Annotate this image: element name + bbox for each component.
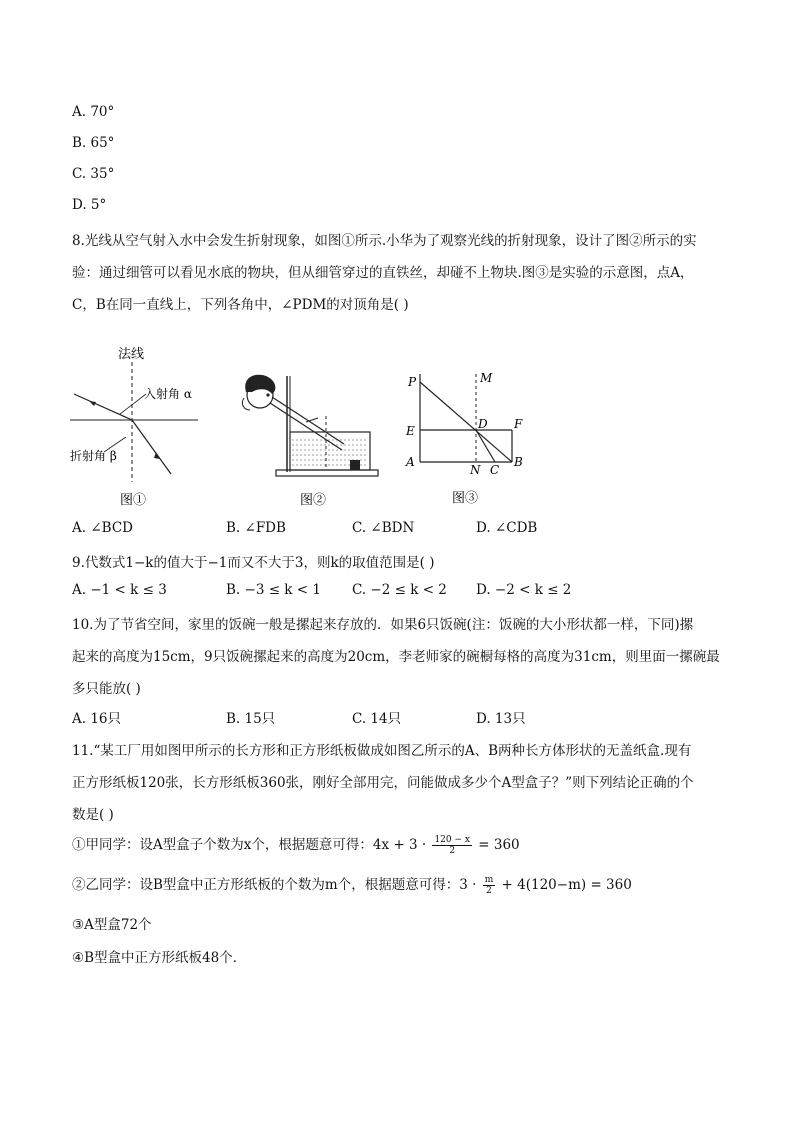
q10-option-d: D. 13只	[476, 711, 526, 727]
q11-s1-fraction	[432, 835, 472, 856]
q8-option-a: A. ∠BCD	[72, 520, 133, 536]
q8-option-d: D. ∠CDB	[476, 520, 538, 536]
q8-line-1: 8.光线从空气射入水中会发生折射现象，如图①所示.小华为了观察光线的折射现象，设计了图②所示的实	[72, 233, 697, 249]
refracted-ray	[132, 420, 171, 474]
q11-s1-frac-num: 120 − x	[434, 835, 470, 845]
q11-statement-3: ③A型盒72个	[72, 917, 152, 933]
q7-option-c: C. 35°	[72, 166, 115, 182]
eye-icon	[266, 393, 269, 396]
figure-3-caption: 图③	[452, 491, 479, 506]
point-F: F	[514, 417, 523, 431]
figure-schematic	[400, 368, 535, 512]
q8-option-b: B. ∠FDB	[226, 520, 286, 536]
hair-icon	[245, 375, 275, 394]
q11-s1-tail: = 360	[478, 837, 520, 853]
figure-1-caption: 图①	[120, 493, 147, 508]
refract-angle-label: 折射角 β	[70, 449, 117, 463]
figure-2-caption: 图②	[300, 493, 327, 508]
figure-refraction	[70, 342, 210, 512]
tube-bottom	[270, 403, 342, 450]
block-icon	[350, 460, 360, 470]
q11-s2-text: ②乙同学：设B型盒中正方形纸板的个数为m个，根据题意可得：3 ·	[72, 877, 477, 893]
incident-pointer	[120, 394, 146, 414]
q11-s1-text: ①甲同学：设A型盒子个数为x个，根据题意可得：4x + 3 ·	[72, 837, 427, 853]
figure-experiment	[232, 370, 382, 512]
q7-option-a: A. 70°	[72, 104, 115, 120]
q11-line-2: 正方形纸板120张，长方形纸板360张，刚好全部用完，问能做成多少个A型盒子？”则下列结论正确的个	[72, 775, 694, 791]
q10-option-c: C. 14只	[352, 711, 402, 727]
q10-option-a: A. 16只	[72, 711, 122, 727]
refracted-arrow-icon	[154, 452, 160, 459]
q8-option-c: C. ∠BDN	[352, 520, 415, 536]
q11-s2-frac-num: m	[484, 875, 494, 885]
q9-option-d: D. −2 < k ≤ 2	[476, 582, 572, 598]
point-P: P	[408, 375, 417, 389]
q11-s2-fraction	[483, 875, 496, 896]
point-M: M	[480, 371, 493, 385]
q9-option-b: B. −3 ≤ k < 1	[226, 582, 321, 598]
point-N: N	[470, 463, 481, 477]
line-PB	[420, 382, 512, 462]
q9-option-c: C. −2 ≤ k < 2	[352, 582, 447, 598]
point-D: D	[478, 417, 488, 431]
q11-line-1: 11.“某工厂用如图甲所示的长方形和正方形纸板做成如图乙所示的A、B两种长方体形状的无盖纸盒.现有	[72, 743, 692, 759]
incident-arrow-icon	[89, 401, 96, 406]
stand-base	[276, 470, 378, 476]
q8-line-2: 验：通过细管可以看见水底的物块，但从细管穿过的直铁丝，却碰不上物块.图③是实验的示意图，点A，	[72, 265, 694, 281]
point-B: B	[514, 455, 523, 469]
point-C: C	[490, 463, 500, 477]
q10-line-2: 起来的高度为15cm，9只饭碗摞起来的高度为20cm，李老师家的碗橱每格的高度为31cm，则里面一摞碗最	[72, 649, 720, 665]
q11-statement-2	[72, 873, 632, 896]
q11-s2-frac-den: 2	[486, 886, 492, 896]
incident-angle-label: 入射角 α	[144, 387, 192, 401]
ear-icon	[242, 398, 250, 410]
tube-top	[272, 397, 344, 444]
q10-line-3: 多只能放( )	[72, 681, 141, 697]
q10-line-1: 10.为了节省空间，家里的饭碗一般是摞起来存放的．如果6只饭碗(注：饭碗的大小形状都一样，下同)摞	[72, 617, 694, 633]
q7-option-b: B. 65°	[72, 135, 115, 151]
q7-option-d: D. 5°	[72, 197, 107, 213]
q11-line-3: 数是( )	[72, 807, 114, 823]
q9-option-a: A. −1 < k ≤ 3	[72, 582, 167, 598]
q8-line-3: C，B在同一直线上，下列各角中，∠PDM的对顶角是( )	[72, 297, 409, 313]
point-A: A	[406, 455, 415, 469]
incident-ray	[74, 394, 132, 420]
q11-statement-4: ④B型盒中正方形纸板48个．	[72, 950, 247, 966]
q10-option-b: B. 15只	[226, 711, 276, 727]
q11-s1-frac-den: 2	[449, 846, 456, 856]
q11-s2-tail: + 4(120−m) = 360	[501, 877, 632, 893]
q11-statement-1	[72, 833, 520, 856]
normal-label: 法线	[118, 347, 145, 362]
point-E: E	[406, 424, 415, 438]
q9-stem: 9.代数式1−k的值大于−1而又不大于3，则k的取值范围是( )	[72, 555, 435, 571]
line-DC	[476, 430, 495, 462]
